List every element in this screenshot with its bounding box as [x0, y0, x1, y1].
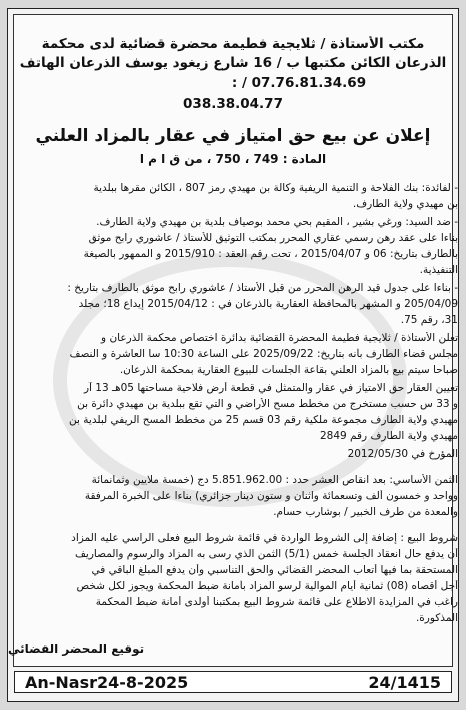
body-line: بناءا على عقد رهن رسمي عقاري المحرر بمكتب التوثيق للأستاذ / عاشوري رابح موثق	[88, 232, 458, 244]
footer-bar	[14, 671, 452, 693]
body-line: والمعدة من طرف الخبير / بوشارب حسام.	[273, 506, 458, 518]
body-line: وواحد و خمسون ألف وتسعمائة واثنان و ستون دينار جزائري) بناءا على الخبرة المرفقة	[84, 490, 458, 502]
footer-reference: 24/1415	[368, 672, 441, 692]
body-line: أجل أقصاه (08) ثمانية أيام الموالية لرسو المزاد بأمانة ضبط المحكمة ويجوز لكل شخص	[76, 580, 458, 592]
body-line: تعيين العقار حق الامتياز في عقار والمتمثل في قطعة أرض فلاحية مساحتها 05هـ 13 آر	[83, 382, 458, 394]
header-phone-1: 07.76.81.34.69 / :	[231, 75, 367, 91]
body-line: مهيدي ولاية الطارف مجموعة ملكية رقم 03 قسم 25 من مخطط المسح الريفي لبلدية بن	[69, 414, 458, 426]
body-line: - بناءا على جدول قيد الرهن المحرر من قبل الأستاذ / عاشوري رابح موثق بالطارف بتاريخ :	[67, 282, 458, 294]
body-line: أن يدفع حال انعقاد الجلسة خمس (5/1) الثمن الذي رسى به المزاد والرسوم والمصاريف	[75, 548, 458, 560]
body-line: المذكورة.	[415, 612, 458, 624]
body-line: - لفائدة: بنك الفلاحة و التنمية الريفية وكالة بن مهيدي رمز 807 ، الكائن مقرها ببلدية	[93, 182, 458, 194]
body-line: و 33 س حسب مستخرج من مخطط مسح الأراضي و التي تقع ببلدية بن مهيدي دائرة بن	[77, 398, 458, 410]
article-reference: المادة : 749 ، 750 ، من ق ا م ا	[139, 152, 327, 166]
header-line-1: مكتب الأستاذة / ثلايجية فطيمة محضرة قضائية لدى محكمة	[41, 36, 425, 52]
signature-label: توقيع المحضر القضائي	[8, 642, 145, 656]
body-line: 205/04/09 و المشهر بالمحافظة العقارية بالذرعان في : 2015/04/12 إيداع 18؛ مجلد	[78, 298, 458, 310]
body-line: صباحا سيتم بيع بالمزاد العلني بقاعة الجلسات للبيوع العقارية بمحكمة الذرعان.	[119, 364, 458, 376]
header-phone-2: 038.38.04.77	[183, 96, 283, 112]
body-line: الثمن الأساسي: بعد انقاص العشر حدد : 5.851.962.00 دج (خمسة ملايين وثمانمائة	[91, 474, 458, 486]
body-line: مهيدي ولاية الطارف رقم 2849	[319, 430, 458, 442]
body-line: راغب في المزايدة الاطلاع على قائمة شروط البيع بمكتبنا أولدى أمانة ضبط المحكمة	[95, 596, 458, 608]
body-line: بالطارف بتاريخ: 06 و 2015/04/07 ، تحت رقم العقد : 2015/910 و الممهور بالصيغة	[83, 248, 458, 260]
body-line: شروط البيع : إضافة إلى الشروط الواردة في قائمة شروط البيع فعلى الراسي عليه المزاد	[71, 532, 458, 544]
body-line: التنفيذية.	[419, 264, 458, 276]
body-line: 31، رقم 75.	[400, 314, 458, 326]
footer-publication: An-Nasr24-8-2025	[25, 672, 189, 692]
body-line: المؤرخ في 2012/05/30	[347, 448, 458, 460]
body-line: مجلس قضاء الطارف بأنه بتاريخ: 2025/09/22 على الساعة 10:30 سا العاشرة و النصف	[69, 348, 458, 360]
body-line: - ضد السيد: ورغي بشير ، المقيم بحي محمد بوصياف بلدية بن مهيدي ولاية الطارف.	[96, 216, 458, 228]
header-line-2: الذرعان الكائن مكتبها ب / 16 شارع زيغود يوسف الذرعان الهاتف	[19, 55, 447, 71]
body-line: بن مهيدي ولاية الطارف.	[352, 198, 458, 210]
body-line: تعلن الأستاذة / ثلايجية فطيمة المحضرة القضائية بدائرة اختصاص محكمة الذرعان و	[101, 332, 458, 344]
notice-title: إعلان عن بيع حق امتياز في عقار بالمزاد العلني	[35, 126, 431, 146]
body-line: المستحقة بما فيها أتعاب المحضر القضائي والحق التناسبي وأن يدفع المبلغ الباقي في	[91, 564, 458, 576]
